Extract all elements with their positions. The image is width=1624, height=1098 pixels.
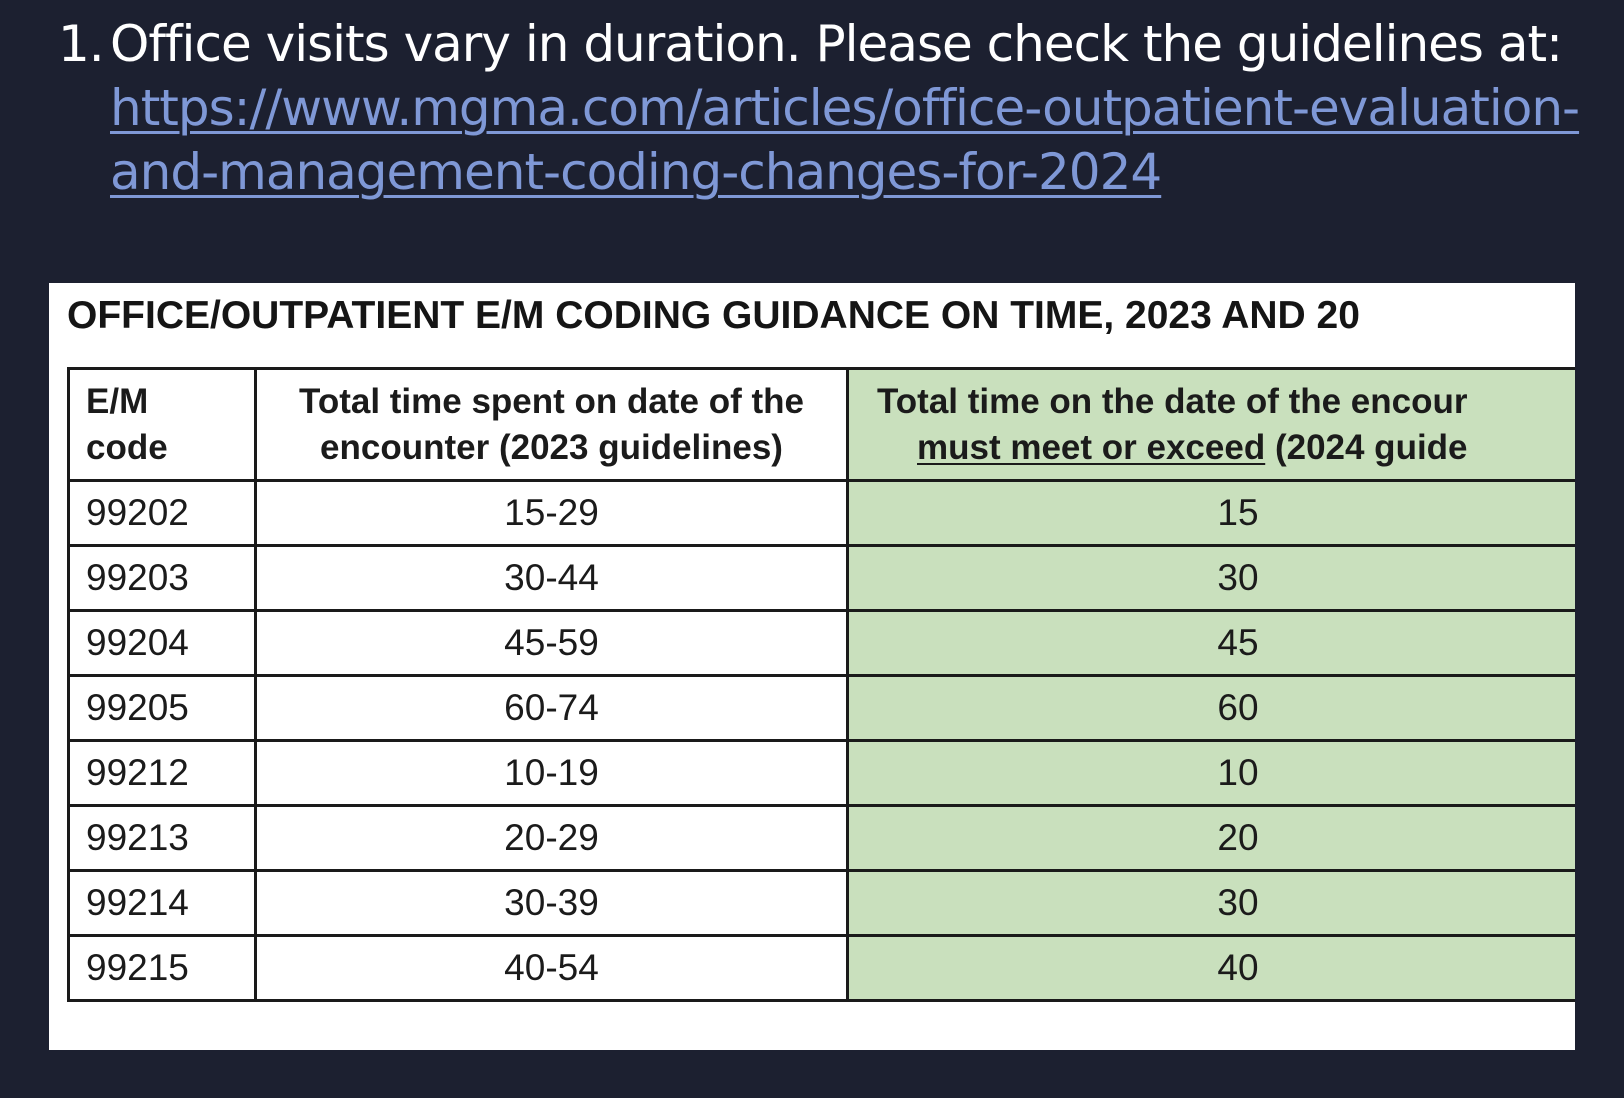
cell-code: 99212 [69,741,256,806]
cell-time-2024: 15 [848,481,1576,546]
header-2024-line1: Total time on the date of the encour [877,381,1468,421]
mgma-guidelines-link[interactable]: https://www.mgma.com/articles/office-outpatient-evaluation-and-management-coding-changes-for-2024 [110,79,1580,201]
cell-time-2023: 10-19 [256,741,848,806]
table-title: OFFICE/OUTPATIENT E/M CODING GUIDANCE ON TIME, 2023 AND 20 [67,294,1360,337]
header-2023-line2: encounter (2023 guidelines) [320,427,783,467]
header-em-code [69,369,256,481]
cell-code: 99214 [69,871,256,936]
header-2023-time [256,369,848,481]
cell-time-2023: 30-39 [256,871,848,936]
cell-time-2024: 45 [848,611,1576,676]
table-row [69,676,1576,741]
header-2024-line2 [877,425,1575,471]
cell-time-2023: 60-74 [256,676,848,741]
cell-code: 99203 [69,546,256,611]
header-em-code-line2: code [86,427,168,467]
table-row [69,611,1576,676]
table-header-row [69,369,1576,481]
cell-time-2024: 30 [848,871,1576,936]
table-row [69,741,1576,806]
header-2024-underlined: must meet or exceed [917,427,1266,467]
cell-time-2023: 15-29 [256,481,848,546]
header-em-code-line1: E/M [86,381,149,421]
table-row [69,481,1576,546]
cell-code: 99215 [69,936,256,1001]
note-text: Office visits vary in duration. Please check the guidelines at: [110,15,1562,73]
cell-time-2023: 20-29 [256,806,848,871]
cell-time-2024: 10 [848,741,1576,806]
header-2023-line1: Total time spent on date of the [299,381,804,421]
cell-time-2024: 30 [848,546,1576,611]
cell-code: 99204 [69,611,256,676]
cell-time-2024: 40 [848,936,1576,1001]
cell-code: 99213 [69,806,256,871]
table-row [69,871,1576,936]
table-image-panel [49,283,1575,1050]
cell-time-2023: 30-44 [256,546,848,611]
note-body [110,12,1610,204]
table-row [69,936,1576,1001]
cell-code: 99202 [69,481,256,546]
header-2024-time [848,369,1576,481]
list-number: 1. [58,15,104,73]
table-row [69,546,1576,611]
cell-time-2024: 20 [848,806,1576,871]
table-row [69,806,1576,871]
header-2024-rest: (2024 guide [1265,427,1468,467]
cell-code: 99205 [69,676,256,741]
cell-time-2024: 60 [848,676,1576,741]
cell-time-2023: 40-54 [256,936,848,1001]
cell-time-2023: 45-59 [256,611,848,676]
coding-guidance-table [67,367,1575,1002]
